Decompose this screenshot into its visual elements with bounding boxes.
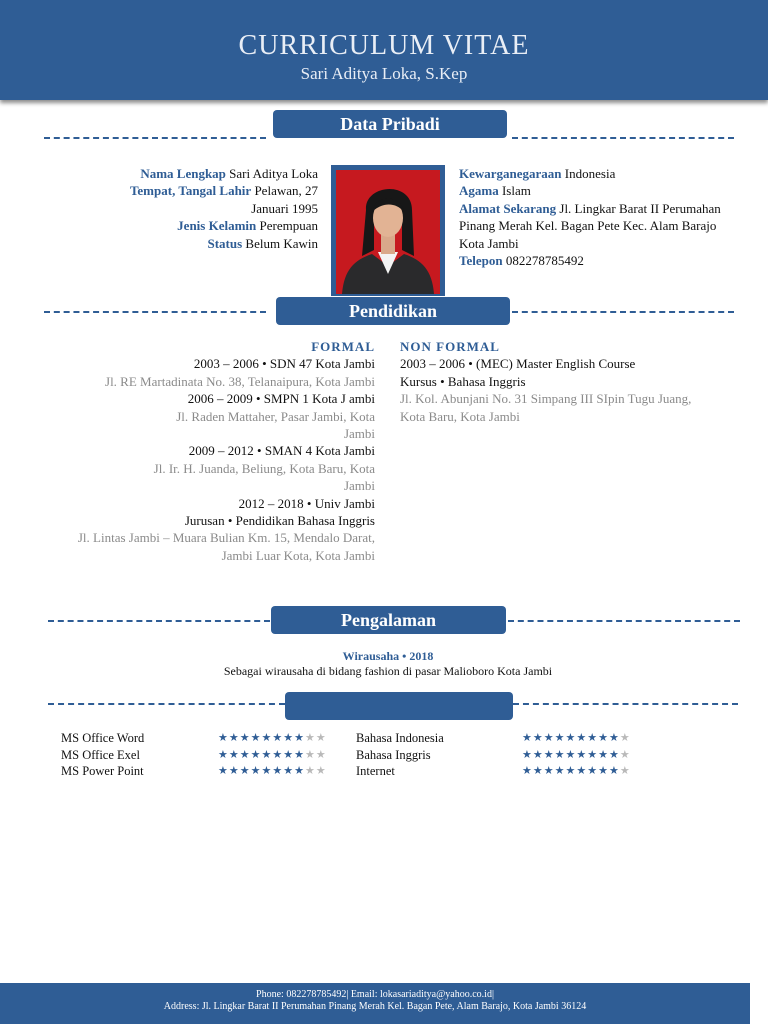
star-icon: ★	[218, 765, 229, 777]
formal-heading: FORMAL	[311, 339, 375, 354]
star-icon: ★	[305, 748, 316, 761]
header-banner	[0, 0, 768, 100]
field-value: Jl. Lingkar Barat II Perumahan Pinang Merah Kel. Bagan Pete Kec. Alam Barajo Kota Jambi	[459, 200, 721, 251]
personal-row	[459, 182, 729, 199]
skill-row	[356, 730, 656, 747]
star-icon: ★	[228, 748, 240, 761]
star-icon: ★	[315, 748, 327, 761]
divider	[512, 311, 734, 313]
star-icon: ★	[609, 765, 620, 777]
star-icon: ★	[532, 765, 544, 777]
education-title: 2003 – 2006 • SDN 47 Kota Jambi	[193, 356, 375, 372]
rating-stars	[218, 747, 327, 764]
formal-education-column	[44, 338, 375, 564]
profile-photo-frame	[331, 165, 445, 296]
star-icon: ★	[598, 765, 609, 777]
education-title: 2009 – 2012 • SMAN 4 Kota Jambi	[188, 443, 375, 459]
person-illustration	[336, 170, 440, 294]
education-entry	[44, 390, 375, 442]
star-icon: ★	[609, 732, 620, 744]
field-value: 082278785492	[505, 253, 584, 269]
star-icon: ★	[315, 732, 327, 744]
education-title: 2003 – 2006 • (MEC) Master English Course	[400, 356, 636, 372]
personal-right-column	[459, 165, 729, 269]
star-icon: ★	[228, 732, 240, 744]
personal-row	[44, 235, 318, 252]
section-title-skills	[285, 692, 513, 720]
divider	[48, 703, 285, 705]
education-address: Jl. Lintas Jambi – Muara Bulian Km. 15, Mendalo Darat, Jambi Luar Kota, Kota Jambi	[77, 530, 375, 563]
rating-stars	[522, 730, 631, 747]
skill-row	[61, 730, 351, 747]
personal-row	[459, 200, 729, 252]
star-icon: ★	[294, 748, 305, 761]
divider	[508, 620, 740, 622]
education-entry	[44, 495, 375, 565]
profile-photo	[336, 170, 440, 294]
footer-contact: Phone: 082278785492| Email: lokasariaditya@yahoo.co.id|	[256, 989, 494, 1000]
star-icon: ★	[283, 732, 295, 744]
personal-row	[459, 165, 729, 182]
candidate-name: Sari Aditya Loka, S.Kep	[300, 64, 468, 83]
experience-entry	[0, 649, 768, 678]
education-major: Jurusan • Pendidikan Bahasa Inggris	[184, 513, 375, 529]
star-icon: ★	[239, 765, 251, 777]
education-major: Kursus • Bahasa Inggris	[400, 373, 526, 389]
education-address: Jl. Raden Mattaher, Pasar Jambi, Kota Jambi	[176, 408, 375, 442]
skill-row	[61, 763, 351, 780]
personal-row	[44, 165, 318, 182]
field-value: Pelawan, 27 Januari 1995	[251, 183, 318, 216]
field-label: Status	[207, 235, 243, 251]
field-value: Indonesia	[564, 166, 616, 181]
nonformal-education-column	[400, 338, 710, 425]
star-icon: ★	[554, 765, 566, 777]
footer	[0, 983, 750, 1024]
field-value: Islam	[501, 183, 531, 199]
education-entry	[400, 355, 710, 425]
star-icon: ★	[598, 748, 609, 761]
star-icon: ★	[272, 732, 284, 744]
rating-stars	[522, 763, 631, 780]
star-icon: ★	[261, 732, 273, 744]
star-icon: ★	[565, 765, 577, 777]
star-icon: ★	[294, 765, 305, 777]
education-title: 2012 – 2018 • Univ Jambi	[238, 495, 375, 511]
star-icon: ★	[522, 732, 533, 744]
star-icon: ★	[250, 765, 262, 777]
education-entry	[44, 442, 375, 494]
field-label: Telepon	[459, 253, 503, 269]
star-icon: ★	[619, 748, 631, 761]
field-value: Sari Aditya Loka	[229, 166, 318, 181]
personal-row	[44, 217, 318, 234]
star-icon: ★	[250, 732, 262, 744]
star-icon: ★	[543, 748, 555, 761]
field-value: Perempuan	[259, 218, 318, 234]
star-icon: ★	[587, 732, 599, 744]
divider	[48, 620, 270, 622]
field-label: Kewarganegaraan	[459, 166, 562, 181]
footer-address: Address: Jl. Lingkar Barat II Perumahan Pinang Merah Kel. Bagan Pete, Alam Barajo, Kota Jambi 36124	[163, 1001, 587, 1012]
star-icon: ★	[619, 765, 631, 777]
skill-row	[61, 747, 351, 764]
star-icon: ★	[598, 732, 609, 744]
star-icon: ★	[250, 748, 262, 761]
skill-name: MS Office Exel	[61, 747, 140, 762]
star-icon: ★	[532, 732, 544, 744]
star-icon: ★	[218, 732, 229, 744]
personal-row	[44, 182, 318, 217]
skill-name: Bahasa Indonesia	[356, 731, 444, 745]
field-label: Alamat Sekarang	[459, 200, 557, 216]
star-icon: ★	[587, 748, 599, 761]
star-icon: ★	[532, 748, 544, 761]
star-icon: ★	[272, 748, 284, 761]
star-icon: ★	[543, 732, 555, 744]
experience-description: Sebagai wirausaha di bidang fashion di pasar Malioboro Kota Jambi	[223, 663, 553, 678]
personal-row	[459, 252, 729, 269]
star-icon: ★	[565, 748, 577, 761]
star-icon: ★	[294, 732, 305, 744]
nonformal-heading: NON FORMAL	[400, 339, 500, 354]
section-title-education: Pendidikan	[276, 297, 510, 325]
divider	[513, 703, 738, 705]
field-label: Jenis Kelamin	[177, 218, 257, 234]
skill-row	[356, 747, 656, 764]
education-title: 2006 – 2009 • SMPN 1 Kota J ambi	[187, 391, 375, 407]
star-icon: ★	[522, 748, 533, 761]
field-label: Tempat, Tangal Lahir	[129, 183, 252, 199]
personal-left-column	[44, 165, 318, 252]
skill-name: MS Office Word	[61, 731, 145, 745]
star-icon: ★	[522, 765, 533, 777]
star-icon: ★	[218, 748, 229, 761]
skill-row	[356, 763, 656, 780]
star-icon: ★	[228, 765, 240, 777]
document-title: CURRICULUM VITAE	[238, 30, 530, 61]
education-address: Jl. RE Martadinata No. 38, Telanaipura, Kota Jambi	[105, 373, 375, 389]
star-icon: ★	[239, 732, 251, 744]
field-label: Nama Lengkap	[140, 166, 226, 181]
star-icon: ★	[272, 765, 284, 777]
star-icon: ★	[609, 748, 620, 761]
divider	[44, 311, 266, 313]
skills-left	[61, 730, 351, 780]
rating-stars	[218, 763, 327, 780]
star-icon: ★	[543, 765, 555, 777]
skills-right	[356, 730, 656, 780]
star-icon: ★	[576, 732, 588, 744]
skill-name: MS Power Point	[61, 764, 144, 778]
education-entry	[44, 355, 375, 390]
star-icon: ★	[305, 765, 316, 777]
rating-stars	[218, 730, 327, 747]
star-icon: ★	[554, 748, 566, 761]
star-icon: ★	[587, 765, 599, 777]
star-icon: ★	[283, 748, 295, 761]
field-label: Agama	[459, 183, 499, 199]
skill-name: Bahasa Inggris	[356, 747, 431, 762]
star-icon: ★	[576, 765, 588, 777]
star-icon: ★	[576, 748, 588, 761]
star-icon: ★	[283, 765, 295, 777]
divider	[512, 137, 734, 139]
rating-stars	[522, 747, 631, 764]
star-icon: ★	[261, 765, 273, 777]
star-icon: ★	[261, 748, 273, 761]
star-icon: ★	[554, 732, 566, 744]
section-title-experience: Pengalaman	[271, 606, 506, 634]
education-address: Jl. Kol. Abunjani No. 31 Simpang III SIpin Tugu Juang, Kota Baru, Kota Jambi	[400, 391, 692, 424]
divider	[44, 137, 266, 139]
star-icon: ★	[619, 732, 631, 744]
star-icon: ★	[239, 748, 251, 761]
skill-name: Internet	[356, 764, 395, 778]
star-icon: ★	[305, 732, 316, 744]
education-address: Jl. Ir. H. Juanda, Beliung, Kota Baru, Kota Jambi	[153, 460, 375, 494]
experience-title: Wirausaha • 2018	[342, 649, 434, 663]
star-icon: ★	[565, 732, 577, 744]
star-icon: ★	[315, 765, 327, 777]
field-value: Belum Kawin	[245, 235, 318, 251]
section-title-personal: Data Pribadi	[273, 110, 507, 138]
